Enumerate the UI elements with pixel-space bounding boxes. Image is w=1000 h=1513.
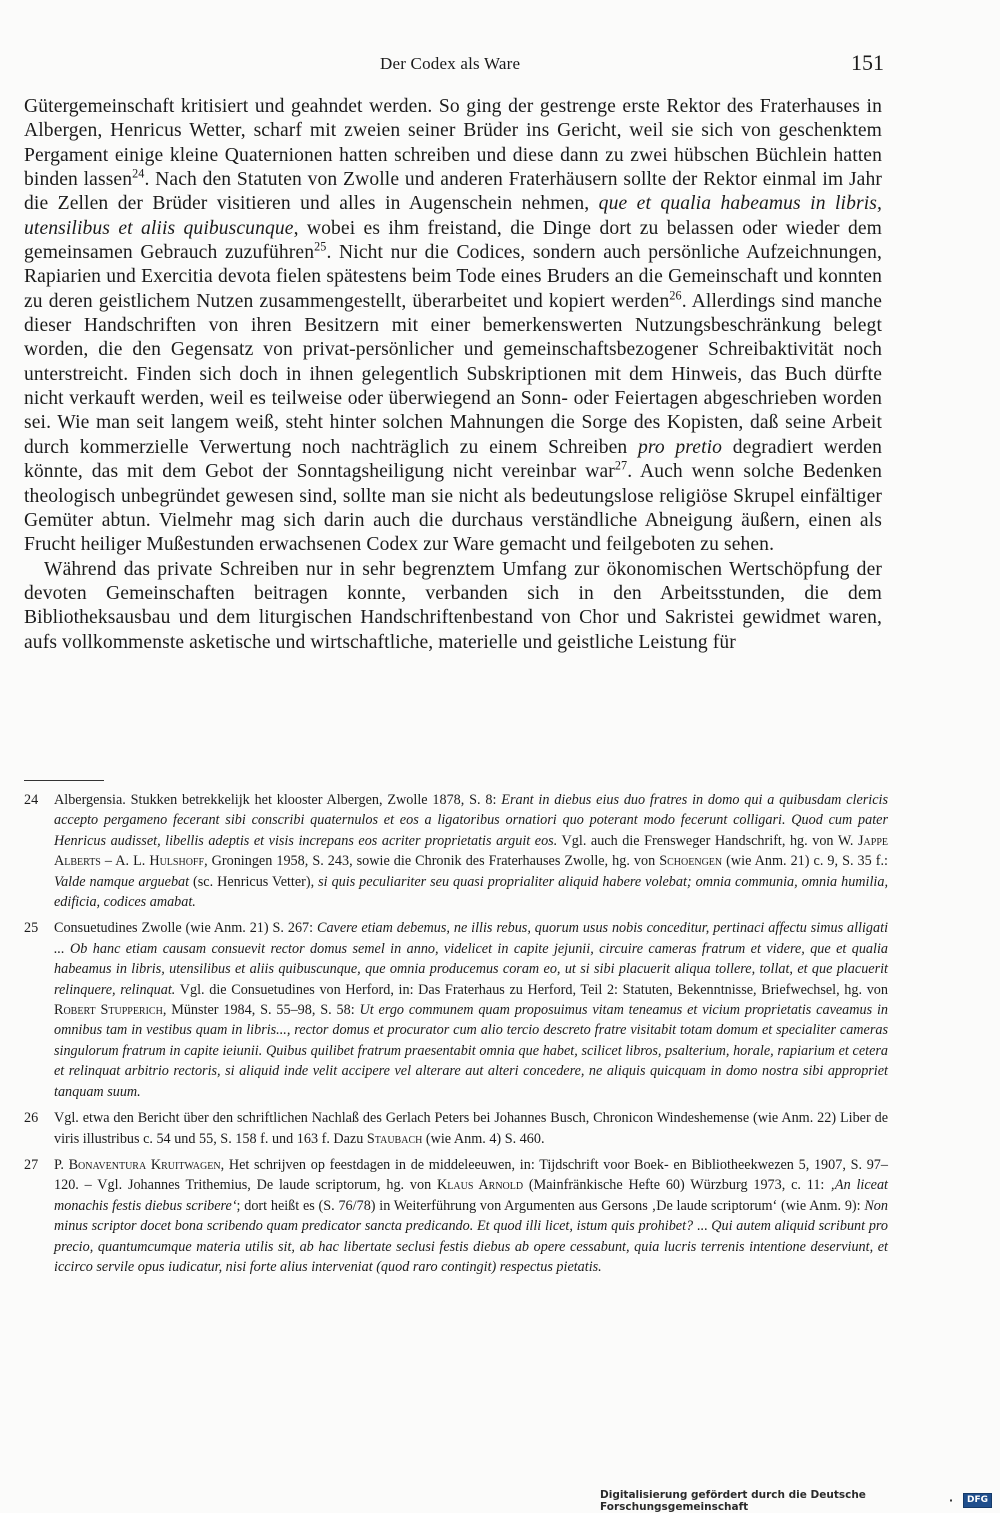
- footnote-ref[interactable]: 24: [132, 166, 145, 181]
- footnotes: [24, 790, 888, 1283]
- paragraph: [24, 95, 882, 558]
- text-run: , wobei es ihm freistand, die Dinge dort zu belassen oder wieder dem gemeinsamen Gebrauch zuzuführen: [24, 217, 882, 264]
- footnote-number: 26: [24, 1110, 39, 1127]
- text-run: Gütergemeinschaft kritisiert und geahndet werden. So ging der gestrenge erste Rektor des Fraterhauses in Albergen, Henricus Wetter, scharf mit zweien seiner Brüder ins Gericht, weil sie sich von geschenktem Pergament einige kleine Quaternionen hatten schreiben und diese dann zu zwei hübschen Büchlein hatten binden lassen: [24, 96, 882, 191]
- footnote-24: [24, 790, 888, 912]
- latin-term: pro pretio: [637, 436, 723, 458]
- page-header: [0, 50, 1000, 80]
- footnote-text: Vgl. etwa den Bericht über den schriftlichen Nachlaß des Gerlach Peters bei Johannes Busch, Chronicon Windeshemense (wie Anm. 22) Liber de viris illustribus c. 54 und 55, S. 158 f. und 163 f. Dazu Staubach (wie Anm. 4) S. 460.: [54, 1110, 888, 1147]
- footnote-ref[interactable]: 26: [669, 288, 682, 303]
- footnote-rule: [24, 780, 104, 781]
- footer-credit: Digitalisierung gefördert durch die Deutsche Forschungsgemeinschaft: [600, 1488, 866, 1513]
- footnote-number: 25: [24, 920, 39, 937]
- footnote-27: [24, 1155, 888, 1277]
- text-run: . Auch wenn solche Bedenken theologisch unbegründet gewesen sind, sollte man sie nicht als bedeutungslose religiöse Skrupel einfältiger Gemüter abtun. Vielmehr mag sich darin auch die durchaus verständliche Abneigung äußern, einen als Frucht heiliger Mußestunden erwachsenen Codex zur Ware gemacht und feilgeboten zu sehen.: [24, 461, 882, 556]
- footnote-number: 27: [24, 1156, 39, 1173]
- text-run: . Nach den Statuten von Zwolle und anderen Fraterhäusern sollte der Rektor einmal im Jahr die Zellen der Brüder visitieren und alles in Augenschein nehmen,: [24, 169, 882, 215]
- text-run: . Nicht nur die Codices, sondern auch persönliche Aufzeichnungen, Rapiarien und Exercitia devota fielen spätestens beim Tode eines Bruders an die Gemeinschaft und konnten zu deren geistlichem Nutzen zusammengestellt, überarbeitet und kopiert werden: [24, 242, 882, 312]
- paragraph: Während das private Schreiben nur in sehr begrenztem Umfang zur ökonomischen Wertschöpfung der devoten Gemeinschaften beitragen konnte, verbanden sich in den Arbeitsstunden, die dem Bibliotheksausbau und dem liturgischen Handschriftenbestand von Chor und Sakristei gewidmet waren, aufs vollkommenste asketische und wirtschaftliche, materielle und geistliche Leistung für: [24, 558, 882, 653]
- footnote-text: Albergensia. Stukken betrekkelijk het klooster Albergen, Zwolle 1878, S. 8: Erant in diebus eius duo fratres in domo qui a quibusdam clericis accepto pergameno fecerant sibi conscribi quaternulos et eos a ligatoribus ornatiori quo poterant modo fecerunt colligari. Quod cum pater Henricus audisset, libellis adeptis et visis increpans eos acriter proprietatis arguit eos. Vgl. auch die Frensweger Handschrift, hg. von W. Jappe Alberts – A. L. Hulshoff, Groningen 1958, S. 243, sowie die Chronik des Fraterhauses Zwolle, hg. von Schoengen (wie Anm. 21) c. 9, S. 35 f.: Valde namque arguebat (sc. Henricus Vetter), si quis peculiariter seu quasi proprialiter aliquid habere volebat; omnia communia, omnia humilia, edificia, codices amabat.: [54, 792, 889, 911]
- footer-separator: ·: [948, 1494, 953, 1507]
- footnote-text: Consuetudines Zwolle (wie Anm. 21) S. 267: Cavere etiam debemus, ne illis rebus, quorum usus nobis conceditur, pertinaci affectu simus alligati ... Ob hanc etiam causam consuevit rector domus semel in anno, videlicet in capite jejunii, circuire cameras fratrum et videre, que et qualia habeamus in libris, utensilibus et aliis quibuscunque, que omnia producemus coram eo, ut si sibi placuerit aliqua tollere, tollat, et que placuerit relinquere, relinquat. Vgl. die Consuetudines von Herford, in: Das Fraterhaus zu Herford, Teil 2: Statuten, Bekenntnisse, Briefwechsel, hg. von Robert Stupperich, Münster 1984, S. 55–98, S. 58: Ut ergo communem quam proposuimus vitam teneamus et vicium proprietatis caveamus in omnibus tam in vestibus quam in libris..., rector domus et procurator cum alio tercio descreto fratre visitabit totam domum et specialiter cameras singulorum fratrum in capite ieiunii. Quibus quilibet fratrum praesentabit omnia que habet, scilicet libros, psalterium, horale, rapiarium et cetera et relinquat arbitrio rectoris, si aliquid inde velit accipere vel alterare aut alteri concedere, ne aliquis quicquam in domo nostra sibi appropriet tanquam suum.: [54, 920, 889, 1100]
- page-number: 151: [851, 50, 884, 75]
- footnote-ref[interactable]: 27: [614, 458, 628, 473]
- digitization-footer: [600, 1488, 1000, 1513]
- text-run: . Allerdings sind manche dieser Handschriften von ihren Besitzern mit einer bemerkenswerten Nutzungsbeschränkung belegt worden, die den Gegensatz von privat-persönlicher und gemeinschaftsbezogener Schreibaktivität noch unterstreicht. Finden sich doch in ihnen gelegentlich Subskriptionen mit dem Hinweis, das Buch dürfte nicht verkauft werden, weil es teilweise oder überwiegend an Sonn- oder Feiertagen abgeschrieben worden sei. Wie man seit langem weiß, steht hinter solchen Mahnungen die Sorge des Kopisten, daß seine Arbeit durch kommerzielle Verwertung noch nachträglich zu einem Schreiben: [24, 290, 883, 458]
- footnote-26: [24, 1108, 888, 1149]
- body-text: [24, 95, 882, 655]
- text-run: degradiert werden könnte, das mit dem Gebot der Sonntagsheiligung nicht vereinbar war: [24, 436, 883, 483]
- footnote-25: [24, 918, 888, 1102]
- footnote-ref[interactable]: 25: [314, 239, 327, 254]
- latin-quote: que et qualia habeamus in libris, utensilibus et aliis quibuscunque: [24, 193, 882, 239]
- dfg-logo[interactable]: DFG: [963, 1493, 992, 1508]
- footnote-number: 24: [24, 792, 39, 808]
- footnote-text: P. Bonaventura Kruitwagen, Het schrijven op feestdagen in de middeleeuwen, in: Tijdschrift voor Boek- en Bibliotheekwezen 5, 1907, S. 97–120. – Vgl. Johannes Trithemius, De laude scriptorum, hg. von Klaus Arnold (Mainfränkische Hefte 60) Würzburg 1973, c. 11: ‚An liceat monachis festis diebus scribere‘; dort heißt es (S. 76/78) in Weiterführung von Argumenten aus Gersons ‚De laude scriptorum‘ (wie Anm. 9): Non minus scriptor docet bona scribendo quam predicator sancta predicando. Et quod illi licet, istum quis prohibet? ... Qui autem aliquid scribunt pro precio, quantumcumque materia utilis sit, ab hac libertate seclusi festis diebus ab opere cessabunt, quia lucris terrenis intentione deserviunt, et iccirco servile opus iudicatur, nisi forte alius interveniat (quod raro contingit) respectus pietatis.: [54, 1156, 889, 1275]
- running-title: Der Codex als Ware: [380, 54, 521, 73]
